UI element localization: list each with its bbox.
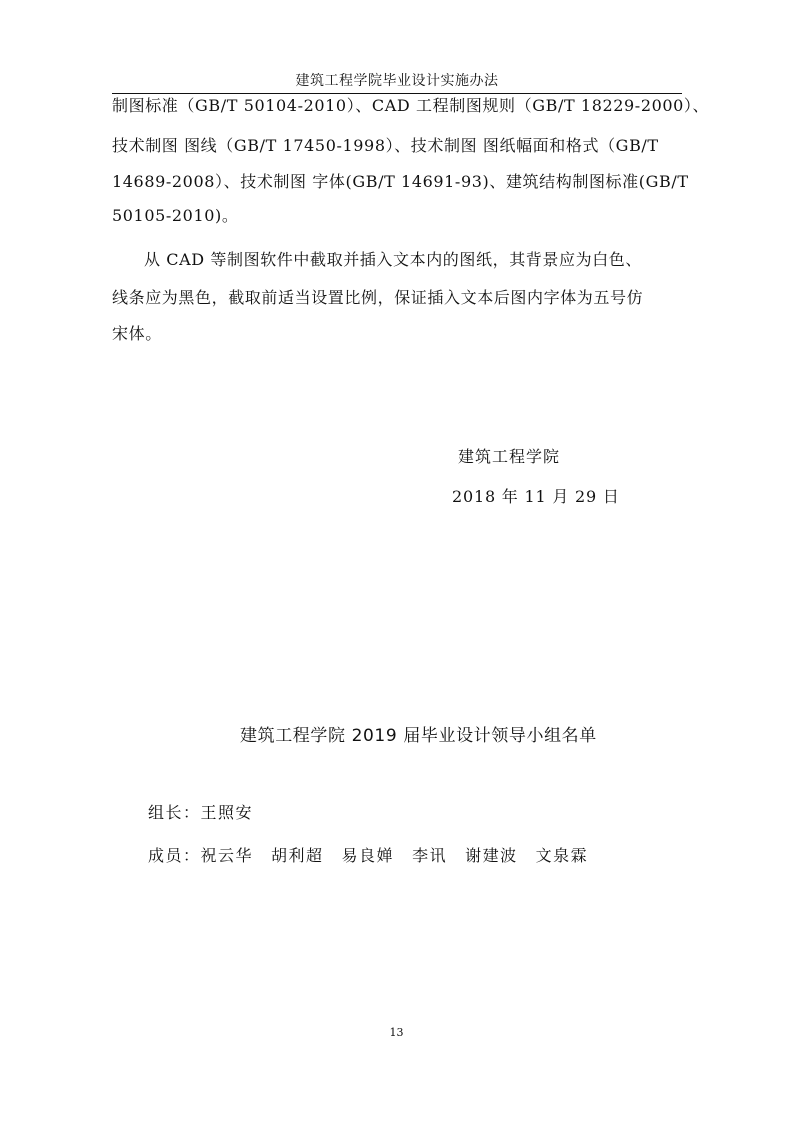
paragraph-line: 14689-2008）、技术制图 字体(GB/T 14691-93)、建筑结构制图标准(GB/T <box>112 172 689 191</box>
leader-name: 王照安 <box>200 803 254 822</box>
leader-row <box>148 800 253 823</box>
member-name: 谢建波 <box>465 846 518 865</box>
page-header-title: 建筑工程学院毕业设计实施办法 <box>295 73 499 89</box>
header-divider <box>112 93 682 94</box>
team-list-title: 建筑工程学院 2019 届毕业设计领导小组名单 <box>240 726 597 746</box>
member-name: 易良婵 <box>341 846 395 865</box>
member-name: 文泉霖 <box>535 846 589 865</box>
paragraph-line: 制图标准（GB/T 50104-2010）、CAD 工程制图规则（GB/T 18229-2000）、 <box>112 96 710 115</box>
signature-date: 2018 年 11 月 29 日 <box>452 487 620 506</box>
member-name: 祝云华 <box>200 846 254 865</box>
paragraph-line: 线条应为黑色，截取前适当设置比例，保证插入文本后图内字体为五号仿 <box>112 288 644 307</box>
members-label: 成员： <box>148 846 201 865</box>
paragraph-line: 宋体。 <box>112 324 162 343</box>
page-number: 13 <box>389 1026 404 1039</box>
paragraph-line: 50105-2010)。 <box>112 206 239 225</box>
signature-organization: 建筑工程学院 <box>458 447 561 466</box>
members-row <box>148 843 588 866</box>
member-name: 胡利超 <box>271 846 324 865</box>
paragraph-line: 从 CAD 等制图软件中截取并插入文本内的图纸，其背景应为白色、 <box>144 250 642 269</box>
leader-label: 组长： <box>148 803 201 822</box>
member-name: 李讯 <box>412 846 448 865</box>
paragraph-line: 技术制图 图线（GB/T 17450-1998）、技术制图 图纸幅面和格式（GB/T <box>112 136 659 155</box>
